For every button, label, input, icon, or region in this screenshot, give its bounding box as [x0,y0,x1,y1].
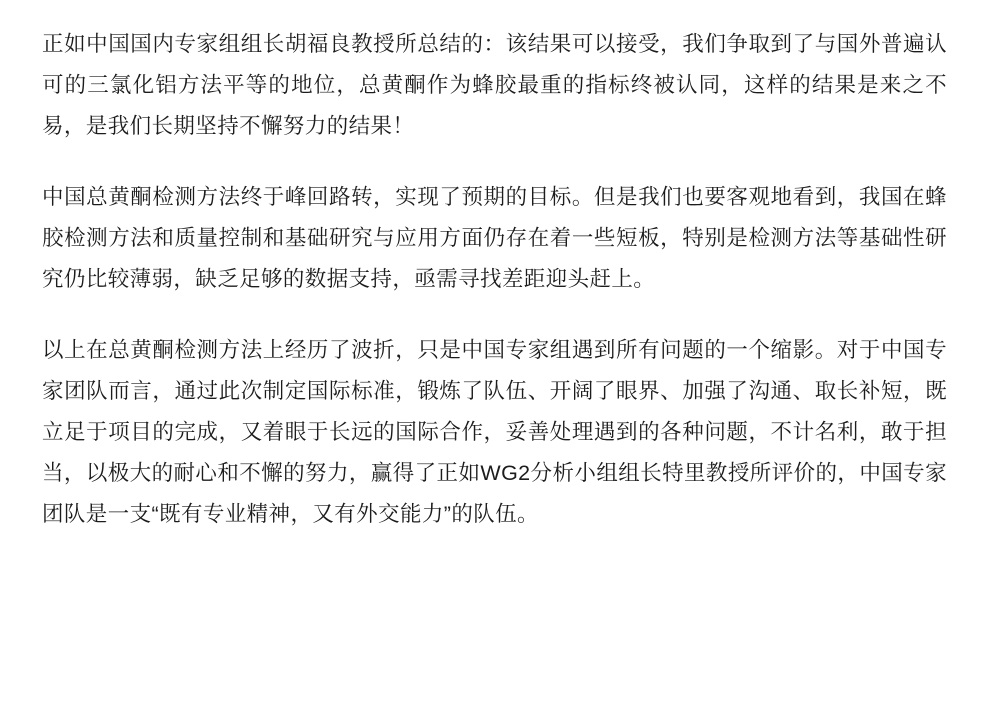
paragraph-1: 正如中国国内专家组组长胡福良教授所总结的：该结果可以接受，我们争取到了与国外普遍认可的三氯化铝方法平等的地位，总黄酮作为蜂胶最重的指标终被认同，这样的结果是来之不易，是我们长期坚持不懈努力的结果！ [42,32,947,138]
paragraph-3: 以上在总黄酮检测方法上经历了波折，只是中国专家组遇到所有问题的一个缩影。对于中国专家团队而言，通过此次制定国际标准，锻炼了队伍、开阔了眼界、加强了沟通、取长补短，既立足于项目的完成，又着眼于长远的国际合作，妥善处理遇到的各种问题，不计名利，敢于担当，以极大的耐心和不懈的努力，赢得了正如WG2分析小组组长特里教授所评价的，中国专家团队是一支“既有专业精神，又有外交能力”的队伍。 [42,338,947,526]
paragraph-2: 中国总黄酮检测方法终于峰回路转，实现了预期的目标。但是我们也要客观地看到，我国在蜂胶检测方法和质量控制和基础研究与应用方面仍存在着一些短板，特别是检测方法等基础性研究仍比较薄弱，缺乏足够的数据支持，亟需寻找差距迎头赶上。 [42,185,947,291]
